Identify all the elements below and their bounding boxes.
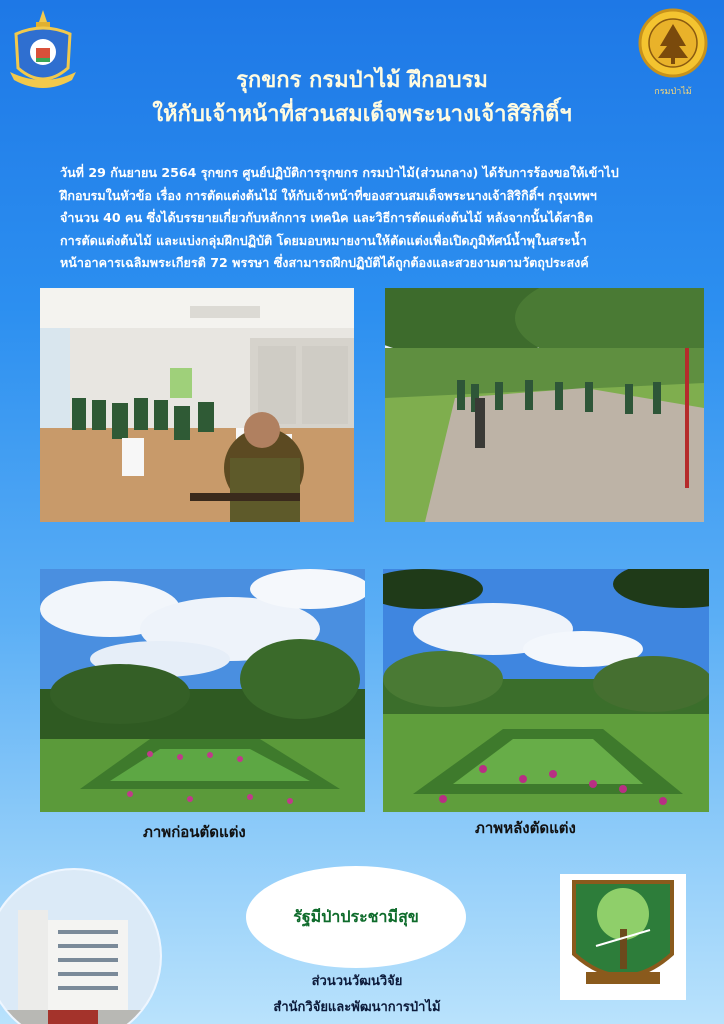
building-photo bbox=[0, 868, 162, 1024]
article-body bbox=[60, 162, 672, 275]
photo-after-pruning bbox=[383, 569, 709, 812]
org-division: ส่วนวนวัฒนวิจัย bbox=[311, 974, 403, 989]
royal-emblem-icon bbox=[6, 8, 80, 92]
emblem-caption: กรมป่าไม้ bbox=[654, 87, 692, 97]
title-line-1: รุกขกร กรมป่าไม้ ฝึกอบรม bbox=[236, 67, 488, 93]
slogan-oval bbox=[246, 866, 466, 968]
body-line: วันที่ 29 กันยายน 2564 รุกขกร ศูนย์ปฏิบัติการรุกขกร กรมป่าไม้(ส่วนกลาง) ได้รับการร้องขอให้เข้าไป bbox=[60, 165, 619, 180]
body-line: ฝึกอบรมในหัวข้อ เรื่อง การตัดแต่งต้นไม้ ให้กับเจ้าหน้าที่ของสวนสมเด็จพระนางเจ้าสิริกิติ์ฯ กรุงเทพฯ bbox=[60, 187, 597, 203]
body-line: จำนวน 40 คน ซึ่งได้บรรยายเกี่ยวกับหลักการ เทคนิค และวิธีการตัดแต่งต้นไม้ หลังจากนั้นได้สาธิต bbox=[60, 210, 593, 225]
slogan-text: รัฐมีป่าประชามีสุข bbox=[293, 906, 419, 926]
arborist-logo-icon bbox=[560, 874, 686, 1000]
photo-before-pruning bbox=[40, 569, 365, 812]
body-line: หน้าอาคารเฉลิมพระเกียรติ 72 พรรษา ซึ่งสามารถฝึกปฏิบัติได้ถูกต้องและสวยงามตามวัตถุประสงค์ bbox=[60, 255, 589, 270]
photo-indoor-training bbox=[40, 288, 354, 522]
title-line-2: ให้กับเจ้าหน้าที่สวนสมเด็จพระนางเจ้าสิริกิติ์ฯ bbox=[152, 101, 572, 127]
org-bureau: สำนักวิจัยและพัฒนาการป่าไม้ bbox=[273, 1000, 441, 1015]
royal-forest-department-emblem-icon bbox=[636, 8, 710, 98]
photo-outdoor-demonstration bbox=[385, 288, 704, 522]
caption-before: ภาพก่อนตัดแต่ง bbox=[143, 823, 246, 841]
caption-after: ภาพหลังตัดแต่ง bbox=[475, 819, 576, 837]
body-line: การตัดแต่งต้นไม้ และแบ่งกลุ่มฝึกปฏิบัติ โดยมอบหมายงานให้ตัดแต่งเพื่อเปิดภูมิทัศน์น้ำพุในสระน้ำ bbox=[60, 232, 587, 248]
